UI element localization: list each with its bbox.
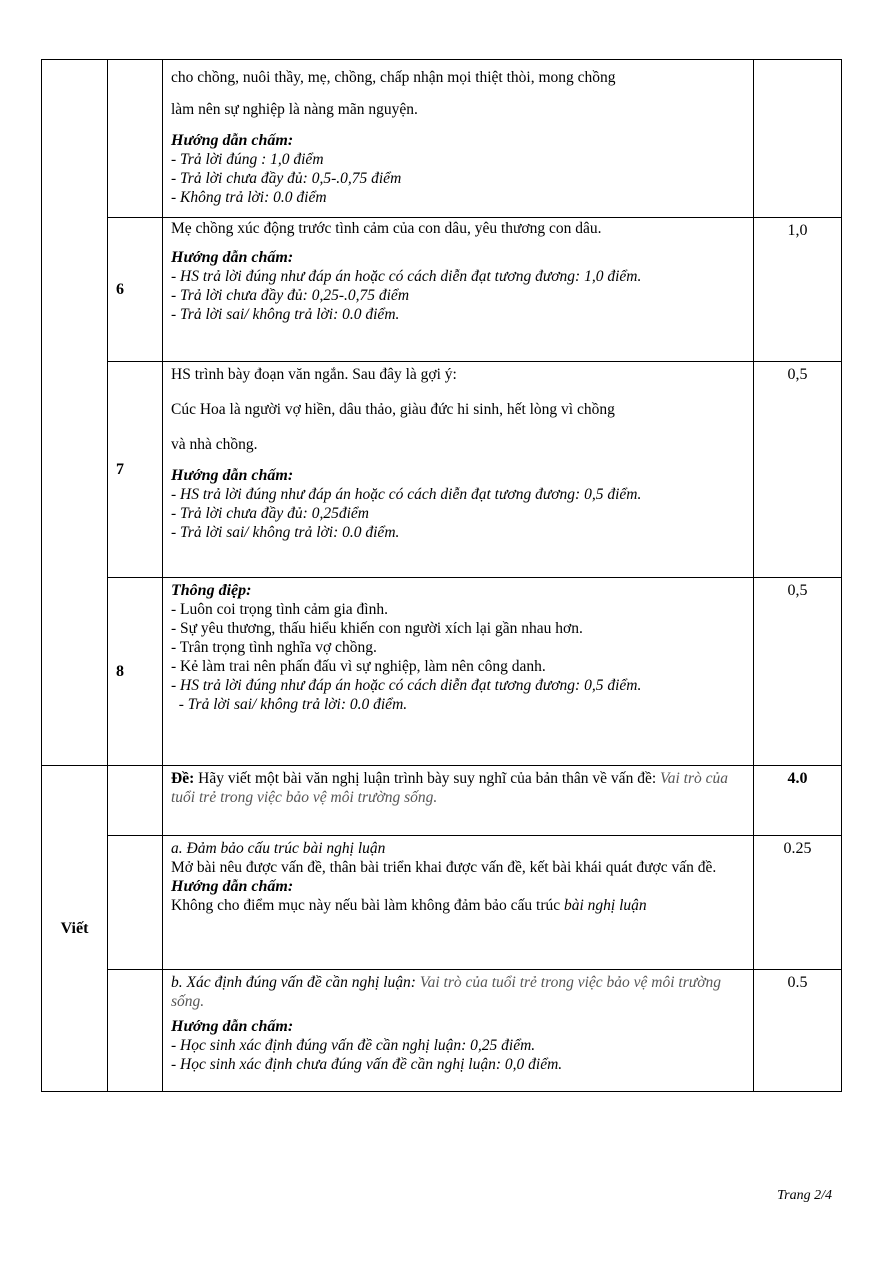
row-question-8 xyxy=(42,578,842,766)
grading-item: - HS trả lời đúng như đáp án hoặc có cách diễn đạt tương đương: 0,5 điểm. xyxy=(171,486,642,503)
question-number: 8 xyxy=(108,578,163,766)
message-item: - Sự yêu thương, thấu hiểu khiến con người xích lại gần nhau hơn. xyxy=(171,620,583,637)
grading-item: - Học sinh xác định đúng vấn đề cần nghị luận: 0,25 điểm. xyxy=(171,1037,536,1054)
score-value: 0.5 xyxy=(754,970,842,1092)
grading-guide-heading: Hướng dẫn chấm: xyxy=(171,132,294,149)
criterion-cell xyxy=(163,836,754,970)
score-value: 0,5 xyxy=(754,578,842,766)
question-number: 6 xyxy=(108,218,163,362)
grading-item: - Học sinh xác định chưa đúng vấn đề cần nghị luận: 0,0 điểm. xyxy=(171,1056,563,1073)
grading-item: - Trả lời đúng : 1,0 điểm xyxy=(171,151,324,168)
criterion-title: a. Đảm bảo cấu trúc bài nghị luận xyxy=(171,840,386,857)
prompt-label: Đề: xyxy=(171,770,195,787)
grading-item xyxy=(171,896,745,915)
grading-guide-heading: Hướng dẫn chấm: xyxy=(171,878,294,895)
message-item: - Luôn coi trọng tình cảm gia đình. xyxy=(171,601,388,618)
criterion-text: Mở bài nêu được vấn đề, thân bài triển khai được vấn đề, kết bài khái quát được vấn đề. xyxy=(171,859,717,876)
prompt-cell xyxy=(163,766,754,836)
grading-guide-heading: Hướng dẫn chấm: xyxy=(171,1018,294,1035)
grading-item: - HS trả lời đúng như đáp án hoặc có cách diễn đạt tương đương: 0,5 điểm. xyxy=(171,677,642,694)
answer-cell xyxy=(163,218,754,362)
question-number-cell xyxy=(108,970,163,1092)
section-cell-reading xyxy=(42,60,108,766)
grading-item: - Trả lời chưa đầy đủ: 0,25-.0,75 điểm xyxy=(171,287,410,304)
score-cell xyxy=(754,60,842,218)
prompt-topic: Vai trò của tuổi trẻ trong việc bảo vệ môi trường sống. xyxy=(171,770,729,806)
grading-item: - Trả lời chưa đầy đủ: 0,25điểm xyxy=(171,505,369,522)
answer-line: HS trình bày đoạn văn ngắn. Sau đây là gợi ý: xyxy=(171,366,457,383)
question-number: 7 xyxy=(108,362,163,578)
row-writing-a xyxy=(42,836,842,970)
message-item: - Kẻ làm trai nên phấn đấu vì sự nghiệp, làm nên công danh. xyxy=(171,658,546,675)
section-label-viet: Viết xyxy=(42,766,108,1092)
grading-item: - Không trả lời: 0.0 điểm xyxy=(171,189,327,206)
prompt-text: Hãy viết một bài văn nghị luận trình bày suy nghĩ của bản thân về vấn đề: xyxy=(194,770,660,787)
grading-item: - Trả lời sai/ không trả lời: 0.0 điểm. xyxy=(171,524,400,541)
grading-item: - Trả lời sai/ không trả lời: 0.0 điểm. xyxy=(171,306,400,323)
grading-item: - HS trả lời đúng như đáp án hoặc có cách diễn đạt tương đương: 1,0 điểm. xyxy=(171,268,642,285)
question-number-cell xyxy=(108,836,163,970)
answer-line: cho chồng, nuôi thầy, mẹ, chồng, chấp nhận mọi thiệt thòi, mong chồng xyxy=(171,69,616,86)
question-number-cell xyxy=(108,766,163,836)
answer-line: làm nên sự nghiệp là nàng mãn nguyện. xyxy=(171,101,418,118)
score-value: 0.25 xyxy=(754,836,842,970)
guide-text: Không cho điểm mục này nếu bài làm không đảm bảo cấu trúc xyxy=(171,897,564,914)
grading-item: - Trả lời sai/ không trả lời: 0.0 điểm. xyxy=(171,696,408,713)
answer-cell xyxy=(163,578,754,766)
criterion-title-paragraph xyxy=(171,973,745,1011)
message-item: - Trân trọng tình nghĩa vợ chồng. xyxy=(171,639,377,656)
score-value: 4.0 xyxy=(754,766,842,836)
message-heading: Thông điệp: xyxy=(171,582,252,599)
criterion-title: b. Xác định đúng vấn đề cần nghị luận: xyxy=(171,974,416,991)
answer-cell xyxy=(163,362,754,578)
page-number: Trang 2/4 xyxy=(777,1188,832,1203)
answer-cell xyxy=(163,60,754,218)
score-value: 0,5 xyxy=(754,362,842,578)
row-writing-b xyxy=(42,970,842,1092)
row-question-6 xyxy=(42,218,842,362)
score-value: 1,0 xyxy=(754,218,842,362)
row-question-5-cont xyxy=(42,60,842,218)
grading-table xyxy=(41,59,842,1092)
criterion-cell xyxy=(163,970,754,1092)
grading-guide-heading: Hướng dẫn chấm: xyxy=(171,249,294,266)
guide-text-italic: bài nghị luận xyxy=(564,897,647,914)
grading-item: - Trả lời chưa đầy đủ: 0,5-.0,75 điểm xyxy=(171,170,402,187)
row-writing-prompt xyxy=(42,766,842,836)
prompt-paragraph xyxy=(171,769,745,807)
answer-line: và nhà chồng. xyxy=(171,436,258,453)
row-question-7 xyxy=(42,362,842,578)
criterion-topic: Vai trò của tuổi trẻ trong việc bảo vệ môi trường sống. xyxy=(171,974,721,1010)
question-number-cell xyxy=(108,60,163,218)
grading-guide-heading: Hướng dẫn chấm: xyxy=(171,467,294,484)
answer-line: Cúc Hoa là người vợ hiền, dâu thảo, giàu đức hi sinh, hết lòng vì chồng xyxy=(171,401,615,418)
answer-line: Mẹ chồng xúc động trước tình cảm của con dâu, yêu thương con dâu. xyxy=(171,220,602,237)
